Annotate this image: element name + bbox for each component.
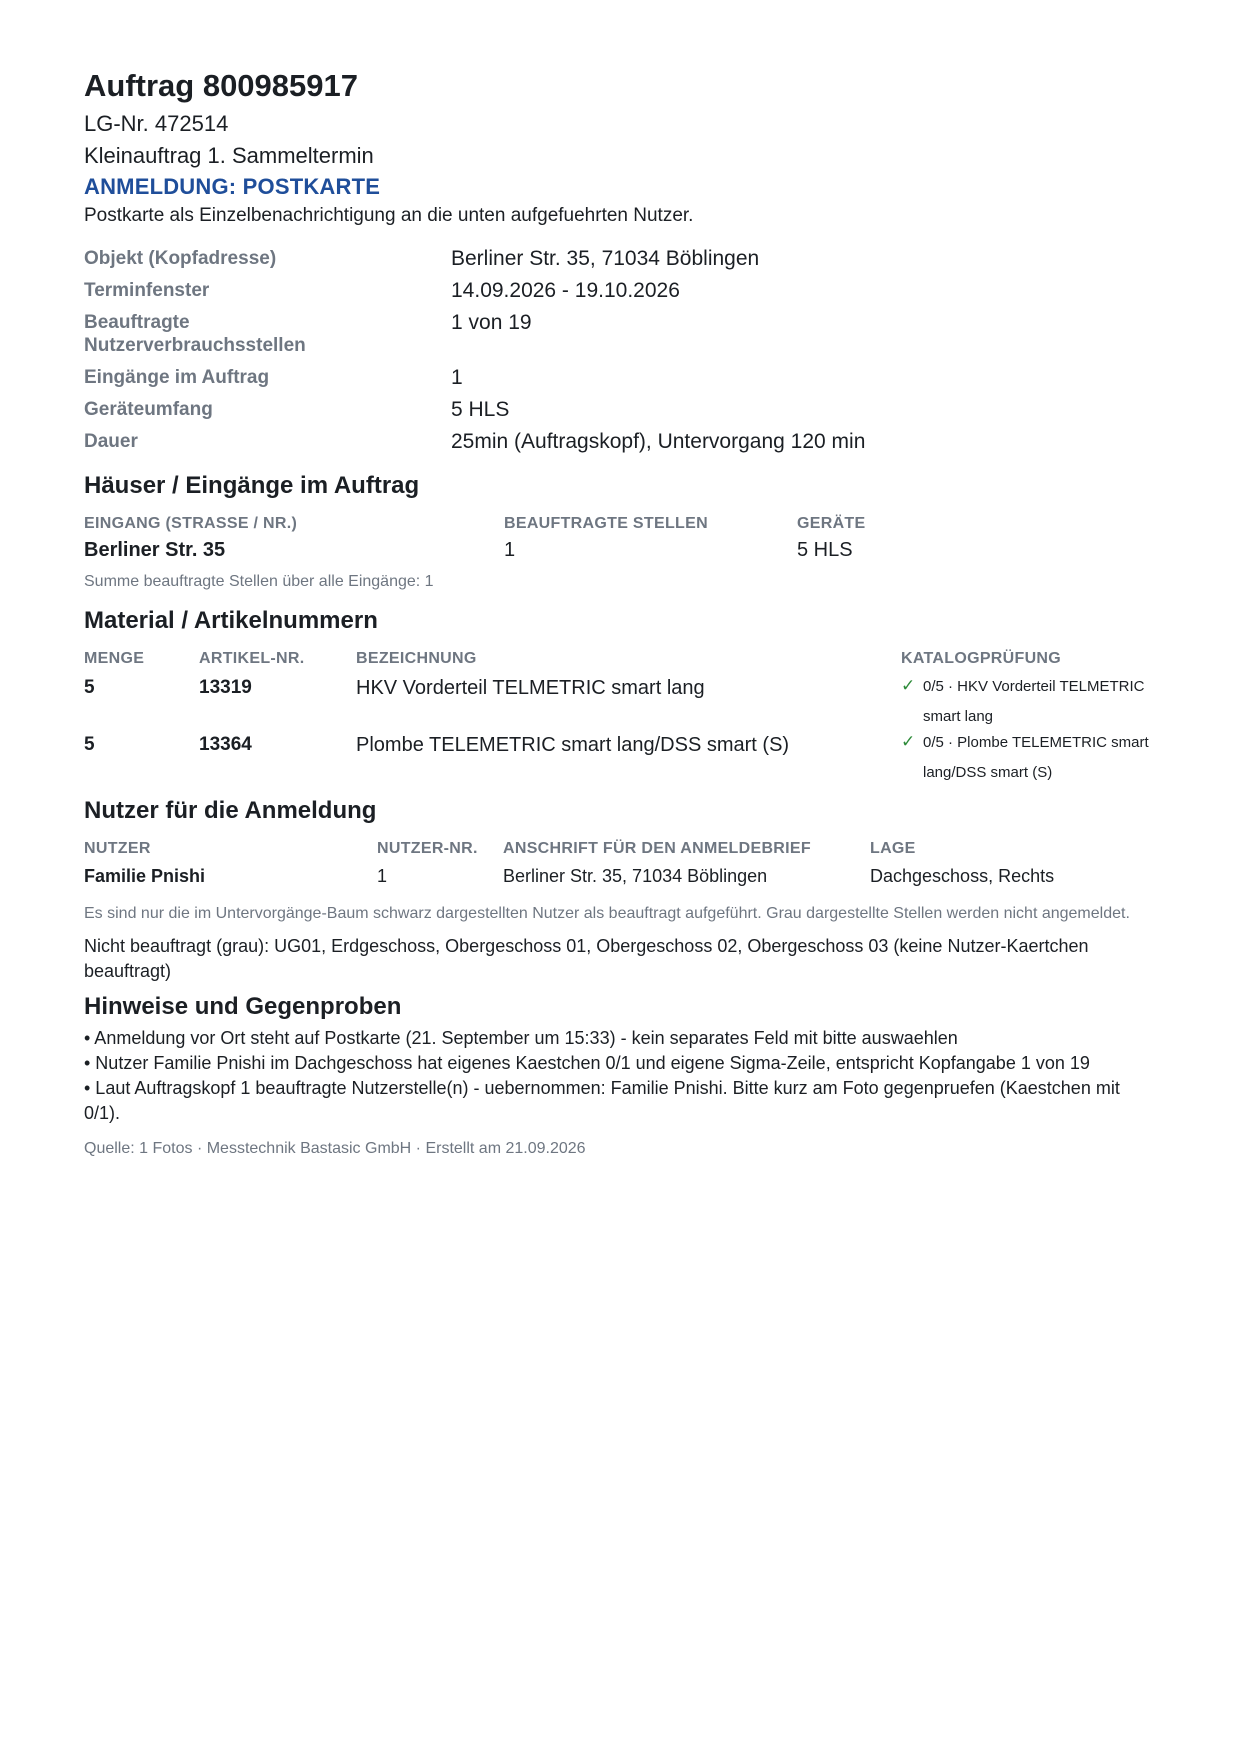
- detail-label: Geräteumfang: [84, 399, 213, 420]
- detail-label: Terminfenster: [84, 280, 210, 301]
- houses-summary: Summe beauftragte Stellen über alle Eingänge: 1: [84, 573, 434, 590]
- material-quantity: 5: [84, 734, 95, 755]
- detail-value: 5 HLS: [451, 398, 510, 421]
- column-header: ANSCHRIFT FÜR DEN ANMELDEBRIEF: [503, 840, 811, 857]
- lg-number: LG-Nr. 472514: [84, 111, 229, 136]
- catalog-check-text: [923, 728, 1149, 788]
- detail-value: 1: [451, 366, 463, 389]
- users-note: Es sind nur die im Untervorgänge-Baum schwarz dargestellten Nutzer als beauftragt aufgeführt. Grau dargestellte Stellen werden nicht angemeldet.: [84, 905, 1130, 922]
- houses-heading: Häuser / Eingänge im Auftrag: [84, 472, 420, 499]
- material-quantity: 5: [84, 677, 95, 698]
- column-header: LAGE: [870, 840, 916, 857]
- house-devices: 5 HLS: [797, 539, 853, 561]
- detail-value: 25min (Auftragskopf), Untervorgang 120 min: [451, 430, 866, 453]
- not-assigned-note: Nicht beauftragt (grau): UG01, Erdgeschoss, Obergeschoss 01, Obergeschoss 02, Obergeschoss 03 (keine Nutzer-Kaertchen beauftragt): [84, 936, 1089, 981]
- detail-value: Berliner Str. 35, 71034 Böblingen: [451, 247, 760, 270]
- user-number: 1: [377, 866, 388, 886]
- column-header: ARTIKEL-NR.: [199, 650, 305, 667]
- catalog-check-line: smart lang: [923, 708, 994, 725]
- material-heading: Material / Artikelnummern: [84, 607, 378, 634]
- order-subtitle: Kleinauftrag 1. Sammeltermin: [84, 143, 374, 168]
- order-details: [84, 244, 1157, 459]
- source-footer: Quelle: 1 Fotos · Messtechnik Bastasic GmbH · Erstellt am 21.09.2026: [84, 1140, 586, 1157]
- material-article-number: 13319: [199, 677, 252, 698]
- catalog-check-text: [923, 672, 1144, 732]
- user-name: Familie Pnishi: [84, 866, 206, 886]
- detail-value: 14.09.2026 - 19.10.2026: [451, 279, 680, 302]
- hints-heading: Hinweise und Gegenproben: [84, 993, 402, 1020]
- detail-label: Eingänge im Auftrag: [84, 367, 270, 388]
- houses-table: [84, 509, 1157, 568]
- column-header: NUTZER-NR.: [377, 840, 478, 857]
- column-header: NUTZER: [84, 840, 151, 857]
- house-entrance: Berliner Str. 35: [84, 539, 226, 561]
- anmeldung-description: Postkarte als Einzelbenachrichtigung an die unten aufgefuehrten Nutzer.: [84, 205, 694, 226]
- detail-label: Dauer: [84, 431, 138, 452]
- material-description: Plombe TELEMETRIC smart lang/DSS smart (S): [356, 734, 790, 756]
- page-title: Auftrag 800985917: [84, 68, 358, 103]
- column-header: MENGE: [84, 650, 145, 667]
- anmeldung-type: ANMELDUNG: POSTKARTE: [84, 174, 381, 199]
- column-header: GERÄTE: [797, 515, 866, 532]
- house-assigned-count: 1: [504, 539, 516, 561]
- detail-value: 1 von 19: [451, 311, 532, 334]
- material-table: [84, 644, 1157, 788]
- detail-label: Objekt (Kopfadresse): [84, 248, 277, 269]
- hint-item: • Laut Auftragskopf 1 beauftragte Nutzerstelle(n) - uebernommen: Familie Pnishi. Bitte kurz am Foto gegenpruefen (Kaestchen mit 0/1).: [84, 1078, 1120, 1123]
- check-icon: ✓: [901, 732, 916, 751]
- material-description: HKV Vorderteil TELMETRIC smart lang: [356, 677, 705, 699]
- column-header: KATALOGPRÜFUNG: [901, 650, 1062, 667]
- detail-label: Beauftragte Nutzerverbrauchsstellen: [84, 312, 306, 356]
- catalog-check: [901, 672, 1157, 732]
- check-icon: ✓: [901, 676, 916, 695]
- user-address: Berliner Str. 35, 71034 Böblingen: [503, 866, 768, 886]
- hint-item: • Nutzer Familie Pnishi im Dachgeschoss hat eigenes Kaestchen 0/1 und eigene Sigma-Zeile, entspricht Kopfangabe 1 von 19: [84, 1053, 1090, 1073]
- hints-list: [84, 1026, 1157, 1126]
- catalog-check-line: lang/DSS smart (S): [923, 764, 1053, 781]
- hint-item: • Anmeldung vor Ort steht auf Postkarte (21. September um 15:33) - kein separates Feld mit bitte auswaehlen: [84, 1028, 958, 1048]
- column-header: EINGANG (STRASSE / NR.): [84, 515, 298, 532]
- material-article-number: 13364: [199, 734, 252, 755]
- catalog-check-line: 0/5 · HKV Vorderteil TELMETRIC: [923, 678, 1145, 695]
- column-header: BEAUFTRAGTE STELLEN: [504, 515, 708, 532]
- catalog-check-line: 0/5 · Plombe TELEMETRIC smart: [923, 734, 1149, 751]
- users-heading: Nutzer für die Anmeldung: [84, 797, 377, 824]
- user-location: Dachgeschoss, Rechts: [870, 866, 1055, 886]
- column-header: BEZEICHNUNG: [356, 650, 477, 667]
- users-table: [84, 834, 1157, 891]
- catalog-check: [901, 728, 1157, 788]
